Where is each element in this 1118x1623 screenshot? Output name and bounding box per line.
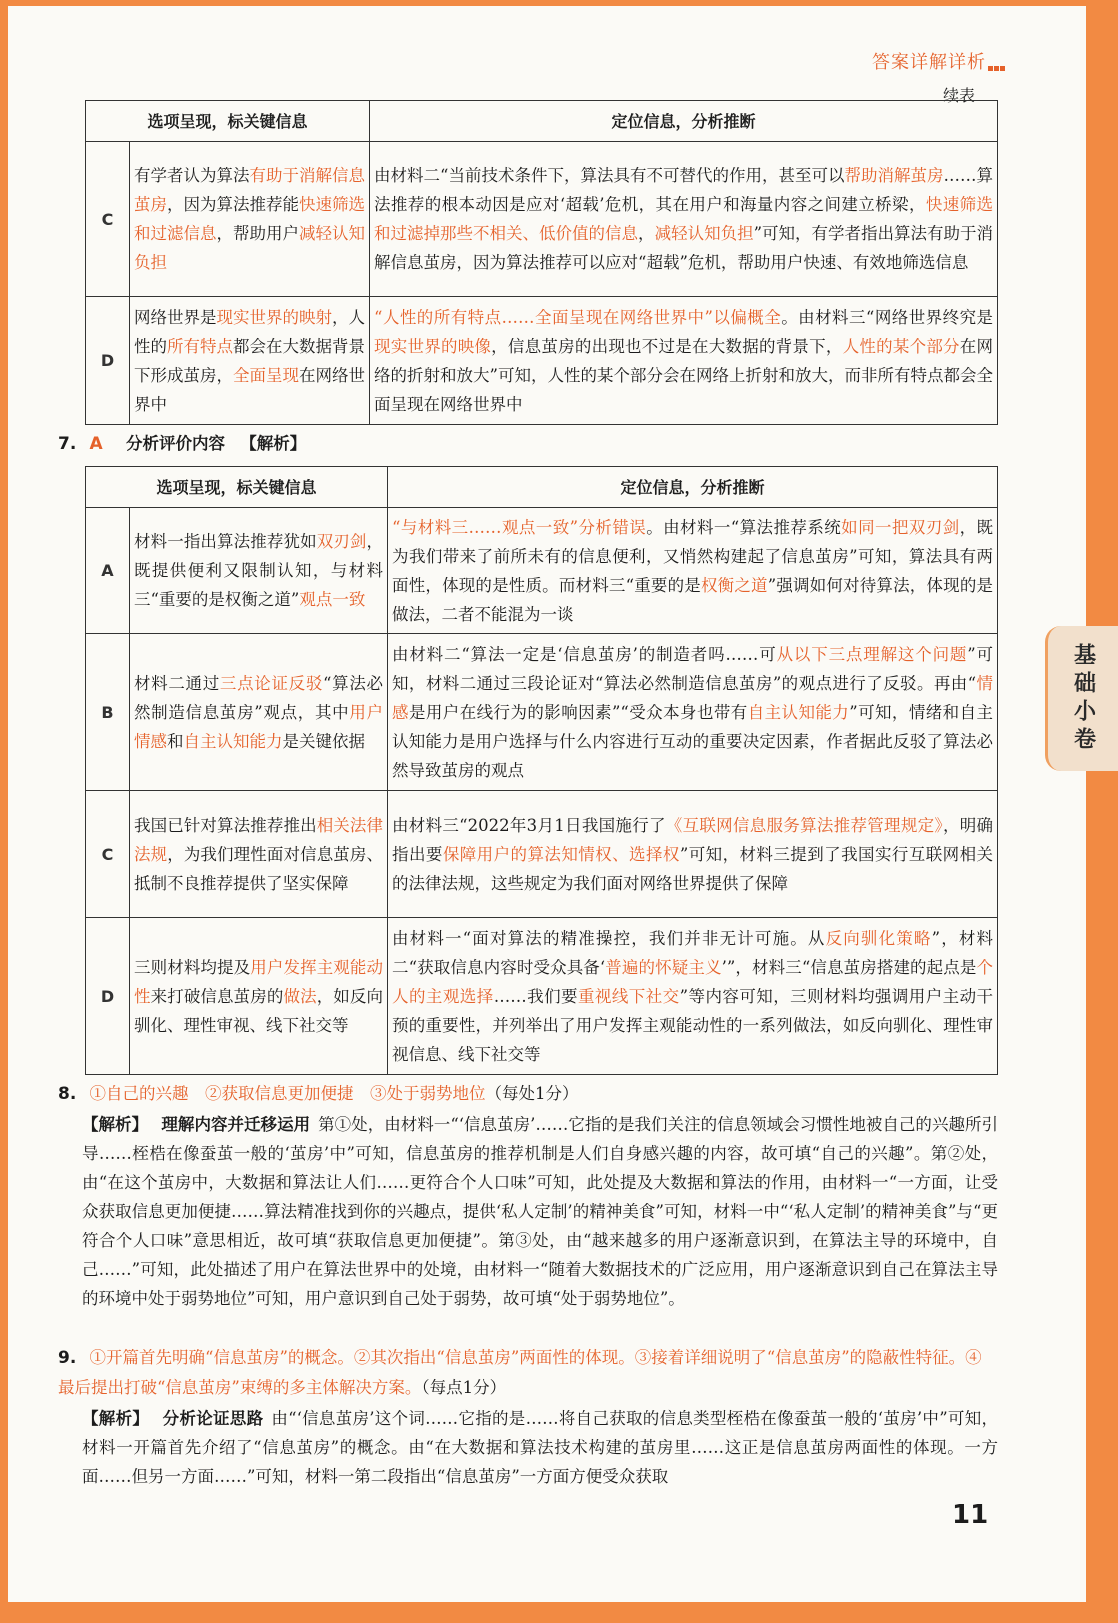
side-tab[interactable] <box>1045 626 1118 771</box>
highlight-segment: 观点一致 <box>299 590 366 609</box>
text-segment: ，为我们理性面对信息茧房、抵制不良推荐提供了坚实保障 <box>134 844 384 893</box>
page-number: 11 <box>952 1500 989 1530</box>
text-segment: 。由材料三“网络世界终究是 <box>781 307 994 327</box>
highlight-segment: “人性的所有特点……全面呈现在网络世界中”以偏概全 <box>374 307 782 327</box>
highlight-segment: 从以下三点理解这个问题 <box>776 644 968 664</box>
q9-heading <box>58 1343 998 1402</box>
text-segment: 由材料二“当前技术条件下，算法具有不可替代的作用，甚至可以 <box>374 166 845 185</box>
text-segment: ， <box>638 224 655 243</box>
text-segment: 。由材料一“算法推荐系统 <box>646 517 842 537</box>
option-text <box>130 634 388 791</box>
analysis-text <box>388 508 998 634</box>
table-row <box>86 508 998 634</box>
table-row <box>86 918 998 1075</box>
analysis-text <box>370 297 998 425</box>
q8-tag: 【解析】 <box>82 1115 149 1134</box>
highlight-segment: 《互联网信息服务算法推荐管理规定》 <box>665 815 943 835</box>
text-segment: ，信息茧房的出现也不过是在大数据的背景下， <box>491 336 843 356</box>
q7-heading <box>58 429 306 459</box>
text-segment: 和 <box>167 731 184 751</box>
highlight-segment: 减轻认知负担 <box>134 224 366 272</box>
q9-tag: 【解析】 <box>82 1409 150 1428</box>
text-segment: 我国已针对算法推荐推出 <box>134 815 317 835</box>
text-segment: ，如反向驯化、理性审视、线下社交等 <box>134 986 384 1035</box>
option-label: D <box>86 297 130 425</box>
table-row <box>86 634 998 791</box>
q8-heading <box>58 1079 579 1109</box>
highlight-segment: 保障用户的算法知情权、选择权 <box>442 844 680 864</box>
option-label: D <box>86 918 130 1075</box>
text-segment: ，既为我们带来了前所未有的信息便利，又悄然构建起了信息茧房”可知，算法具有两面性，体现的是性质。而材料三“重要的是 <box>392 517 994 595</box>
q9-explanation <box>82 1404 998 1491</box>
text-segment: ”可知，情绪和自主认知能力是用户选择与什么内容进行互动的重要决定因素，作者据此反驳了算法必然导致茧房的观点 <box>392 702 994 780</box>
highlight-segment: 帮助消解茧房 <box>844 166 944 185</box>
q7-answer: A <box>89 434 103 454</box>
highlight-segment: 快速筛选和过滤信息 <box>134 195 366 243</box>
text-segment: 是用户在线行为的影响因素”“受众本身也带有 <box>408 702 748 722</box>
q9-answer: ①开篇首先明确“信息茧房”的概念。②其次指出“信息茧房”两面性的体现。③接着详细说明了“信息茧房”的隐蔽性特征。④最后提出打破“信息茧房”束缚的多主体解决方案。 <box>58 1348 982 1397</box>
highlight-segment: 自主认知能力 <box>183 731 283 751</box>
highlight-segment: 减轻认知负担 <box>654 224 754 243</box>
option-text <box>130 791 388 918</box>
option-text <box>130 142 370 297</box>
highlight-segment: 个人的主观选择 <box>392 957 994 1006</box>
highlight-segment: 普遍的怀疑主义 <box>605 957 722 977</box>
q7-type: 分析评价内容 <box>125 434 225 453</box>
analysis-text <box>388 791 998 918</box>
analysis-text <box>388 634 998 791</box>
text-segment: ，人性的 <box>134 307 366 356</box>
highlight-segment: 如同一把双刃剑 <box>841 517 960 537</box>
highlight-segment: 重视线下社交 <box>577 986 680 1006</box>
q9-score: （每点1分） <box>421 1378 507 1397</box>
text-segment: 材料一指出算法推荐犹如 <box>134 532 317 551</box>
q8-text: 第①处，由材料一“‘信息茧房’……它指的是我们关注的信息领域会习惯性地被自己的兴趣所引导……桎梏在像蚕茧一般的‘茧房’中”可知，信息茧房的推荐机制是人们自身感兴趣的内容，故可填“自己的兴趣”。第②处，由“在这个茧房中，大数据和算法让人们……更符合个人口味”可知，此处提及大数据和算法的作用，由材料一“一方面，让受众获取信息更加便捷……算法精准找到你的兴趣点，提供‘私人定制’的精神美食”可知，材料一中“‘私人定制’的精神美食”与“更符合个人口味”意思相近，故可填“获取信息更加便捷”。第③处，由“越来越多的用户逐渐意识到，在算法主导的环境中，自己……”可知，此处描述了用户在算法世界中的处境，由材料一“随着大数据技术的广泛应用，用户逐渐意识到自己在算法主导的环境中处于弱势地位”可知，用户意识到自己处于弱势，故可填“处于弱势地位”。 <box>82 1115 999 1308</box>
text-segment: ，帮助用户 <box>216 224 300 243</box>
text-segment: 在网络世界中 <box>134 365 366 414</box>
side-tab-label: 基础小卷 <box>1070 642 1096 755</box>
section-label: 答案详解详析 <box>872 52 986 73</box>
analysis-table-2 <box>85 466 998 1075</box>
highlight-segment: 全面呈现 <box>233 365 300 385</box>
option-label: A <box>86 508 130 634</box>
text-segment: ”可知，材料三提到了我国实行互联网相关的法律法规，这些规定为我们面对网络世界提供了保障 <box>392 844 994 893</box>
table-row <box>86 297 998 425</box>
highlight-segment: 相关法律法规 <box>134 815 384 864</box>
col2-header: 定位信息，分析推断 <box>370 101 998 142</box>
q8-number: 8. <box>58 1084 77 1104</box>
q7-number: 7. <box>58 434 77 454</box>
text-segment: ……我们要 <box>493 986 578 1006</box>
highlight-segment: 双刃剑 <box>316 532 367 551</box>
text-segment: 网络世界是 <box>134 307 217 327</box>
text-segment: ……算法推荐的根本动因是应对‘超载’危机，其在用户和海量内容之间建立桥梁， <box>374 166 994 214</box>
text-segment: ”可知，材料二通过三段论证对“算法必然制造信息茧房”的观点进行了反驳。再由“ <box>392 644 994 693</box>
table-row <box>86 142 998 297</box>
highlight-segment: 三点论证反驳 <box>219 673 324 693</box>
q7-tag: 【解析】 <box>240 434 307 453</box>
text-segment: ，既提供便利又限制认知，与材料三“重要的是权衡之道” <box>134 532 384 609</box>
highlight-segment: 用户情感 <box>134 702 384 751</box>
option-label: C <box>86 791 130 918</box>
text-segment: 三则材料均提及 <box>134 957 251 977</box>
option-label: C <box>86 142 130 297</box>
q9-type: 分析论证思路 <box>162 1409 264 1428</box>
text-segment: 在网络的折射和放大”可知，人性的某个部分会在网络上折射和放大，而非所有特点都会全面呈现在网络世界中 <box>374 336 994 414</box>
text-segment: 都会在大数据背景下形成茧房， <box>134 336 366 385</box>
q8-score: （每处1分） <box>485 1084 579 1103</box>
text-segment: 来打破信息茧房的 <box>150 986 284 1006</box>
text-segment: ”，材料二“获取信息内容时受众具备‘ <box>392 928 994 977</box>
highlight-segment: 快速筛选和过滤掉那些不相关、低价值的信息 <box>374 195 994 243</box>
highlight-segment: 做法 <box>283 986 317 1006</box>
continued-label: 续表 <box>943 86 976 105</box>
q8-type: 理解内容并迁移运用 <box>161 1115 311 1134</box>
highlight-segment: 自主认知能力 <box>747 702 850 722</box>
option-text <box>130 508 388 634</box>
q8-answer: ①自己的兴趣 ②获取信息更加便捷 ③处于弱势地位 <box>89 1084 486 1103</box>
analysis-table-1 <box>85 100 998 425</box>
text-segment: 是关键依据 <box>282 731 365 751</box>
text-segment: ’”，材料三“信息茧房搭建的起点是 <box>721 957 977 977</box>
analysis-text <box>388 918 998 1075</box>
highlight-segment: 现实世界的映射 <box>216 307 333 327</box>
text-segment: ，明确指出要 <box>392 815 994 864</box>
table-row <box>86 791 998 918</box>
highlight-segment: 情感 <box>392 673 994 722</box>
table-header-row <box>86 101 998 142</box>
option-text <box>130 918 388 1075</box>
table-header-row <box>86 467 998 508</box>
text-segment: ”可知，有学者指出算法有助于消解信息茧房，因为算法推荐可以应对“超载”危机，帮助用户快速、有效地筛选信息 <box>374 224 994 272</box>
text-segment: “算法必然制造信息茧房”观点，其中 <box>134 673 384 722</box>
analysis-text <box>370 142 998 297</box>
highlight-segment: 现实世界的映像 <box>374 336 492 356</box>
text-segment: 由材料三“2022年3月1日我国施行了 <box>392 815 666 835</box>
option-text <box>130 297 370 425</box>
highlight-segment: “与材料三……观点一致”分析错误 <box>392 517 647 537</box>
text-segment: ，因为算法推荐能 <box>167 195 300 214</box>
highlight-segment: 有助于消解信息茧房 <box>134 166 366 214</box>
highlight-segment: 反向驯化策略 <box>825 928 932 948</box>
q9-number: 9. <box>58 1348 77 1368</box>
text-segment: 有学者认为算法 <box>134 166 250 185</box>
text-segment: 材料二通过 <box>134 673 220 693</box>
header-dots-icon <box>988 56 1006 64</box>
highlight-segment: 权衡之道 <box>700 575 768 595</box>
col2-header: 定位信息，分析推断 <box>388 467 998 508</box>
highlight-segment: 人性的某个部分 <box>842 336 960 356</box>
q8-explanation <box>82 1110 998 1313</box>
col1-header: 选项呈现，标关键信息 <box>86 101 370 142</box>
text-segment: 由材料二“算法一定是‘信息茧房’的制造者吗……可 <box>392 644 777 664</box>
q9-text: 由“‘信息茧房’这个词……它指的是……将自己获取的信息类型桎梏在像蚕茧一般的‘茧房’中”可知，材料一开篇首先介绍了“信息茧房”的概念。由“在大数据和算法技术构建的茧房里……这正是信息茧房两面性的体现。一方面……但另一方面……”可知，材料一第二段指出“信息茧房”一方面方便受众获取 <box>82 1409 998 1486</box>
text-segment: ”等内容可知，三则材料均强调用户主动干预的重要性，并列举出了用户发挥主观能动性的一系列做法，如反向驯化、理性审视信息、线下社交等 <box>392 986 994 1064</box>
option-label: B <box>86 634 130 791</box>
col1-header: 选项呈现，标关键信息 <box>86 467 388 508</box>
text-segment: ”强调如何对待算法，体现的是做法，二者不能混为一谈 <box>392 575 994 624</box>
highlight-segment: 所有特点 <box>167 336 234 356</box>
text-segment: 由材料一“面对算法的精准操控，我们并非无计可施。从 <box>392 928 826 948</box>
highlight-segment: 用户发挥主观能动性 <box>134 957 384 1006</box>
